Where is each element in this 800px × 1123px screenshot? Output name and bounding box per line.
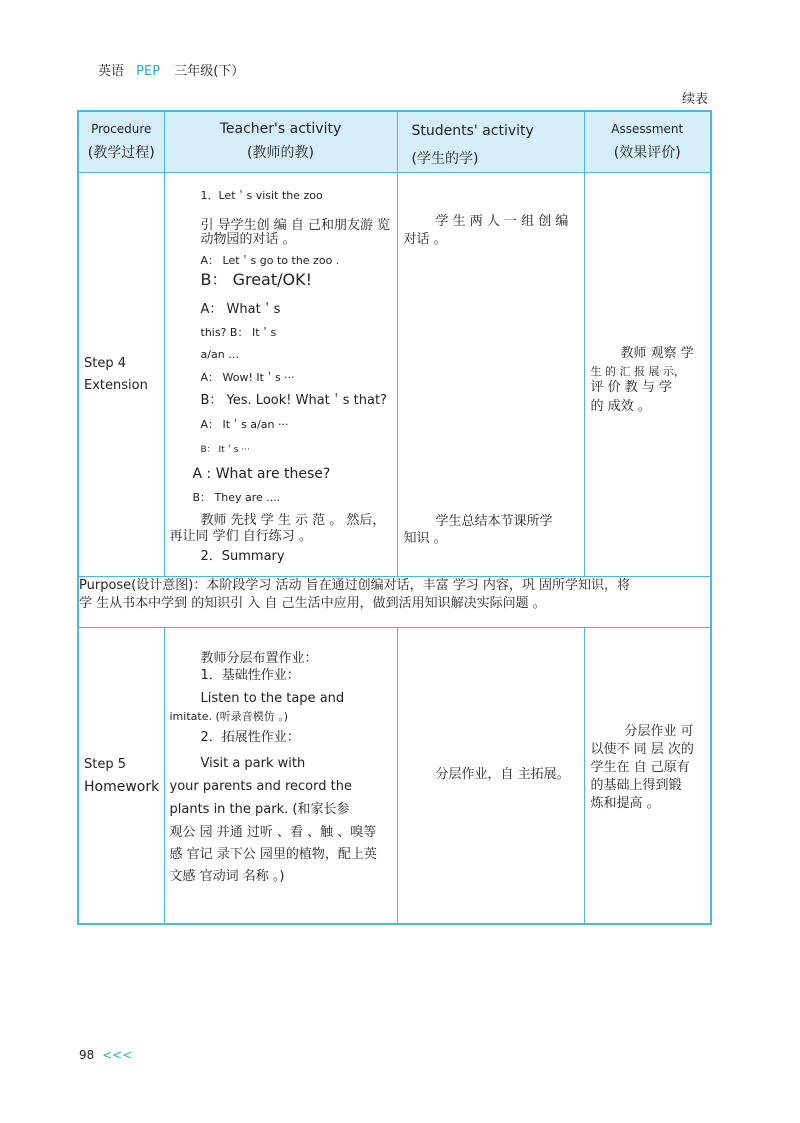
page-footer — [79, 1048, 132, 1062]
step5-teacher-activity: 教师分层布置作业： 1．基础性作业： Listen to the tape and imitate. (听录音模仿 。) 2．拓展性作业： Visit a park with your parents and record the plants in the park. (和家长参 观公 园 并通 过听 、看 、触 、嗅等 感 官记 录下公 园里的植物，配上英 文感 官动词 名称 。) — [164, 628, 397, 924]
col-header-students: Students' activity (学生的学) — [397, 111, 584, 173]
edition-label: PEP — [136, 64, 161, 79]
step4-students-activity: 学 生 两 人 一 组 创 编 对话 。 学生总结本节课所学 知识 。 — [397, 173, 584, 577]
grade-label: 三年级(下） — [174, 64, 245, 79]
arrows-decoration: <<< — [102, 1048, 133, 1062]
continued-label: 续表 — [681, 92, 708, 107]
step5-students-activity: 分层作业，自 主拓展。 — [397, 628, 584, 924]
col-header-teacher: Teacher's activity (教师的教) — [164, 111, 397, 173]
table-header-row — [78, 111, 711, 173]
purpose-cell: Purpose(设计意图)：本阶段学习 活动 旨在通过创编对话，丰富 学习 内容，巩 固所学知识，将 学 生从书本中学到 的知识引 入 自 己生活中应用，做到活用知识解决实际问题 。 — [78, 577, 711, 628]
step5-procedure: Step 5 Homework — [78, 628, 164, 924]
step4-assessment: 教师 观察 学 生 的 汇 报 展 示， 评 价 教 与 学 的 成效 。 — [584, 173, 711, 577]
page-number: 98 — [79, 1048, 95, 1062]
lesson-plan-table — [77, 110, 712, 925]
page-header — [98, 60, 244, 79]
subject-label: 英语 — [98, 64, 125, 79]
table-row-purpose — [78, 577, 711, 628]
table-row-step4 — [78, 173, 711, 577]
table-row-step5 — [78, 628, 711, 924]
step4-teacher-activity: 1．Let＇s visit the zoo 引 导学生创 编 自 己和朋友游 览 动物园的对话 。 A： Let＇s go to the zoo . B： Great/OK! A： What＇s this? B： It＇s a/an … A： Wow! It＇s ··· B： Yes. Look! What＇s that? A： It＇s a/an ··· B： It＇s ··· A : What are these? B： They are .... 教师 先找 学 生 示 范 。 然后， 再让同 学们 自行练习 。 2．Summary — [164, 173, 397, 577]
step5-assessment: 分层作业 可 以使不 同 层 次的 学生在 自 己原有 的基础上得到锻 炼和提高 。 — [584, 628, 711, 924]
step4-procedure: Step 4 Extension — [78, 173, 164, 577]
col-header-procedure: Procedure (教学过程) — [78, 111, 164, 173]
col-header-assessment: Assessment (效果评价) — [584, 111, 711, 173]
